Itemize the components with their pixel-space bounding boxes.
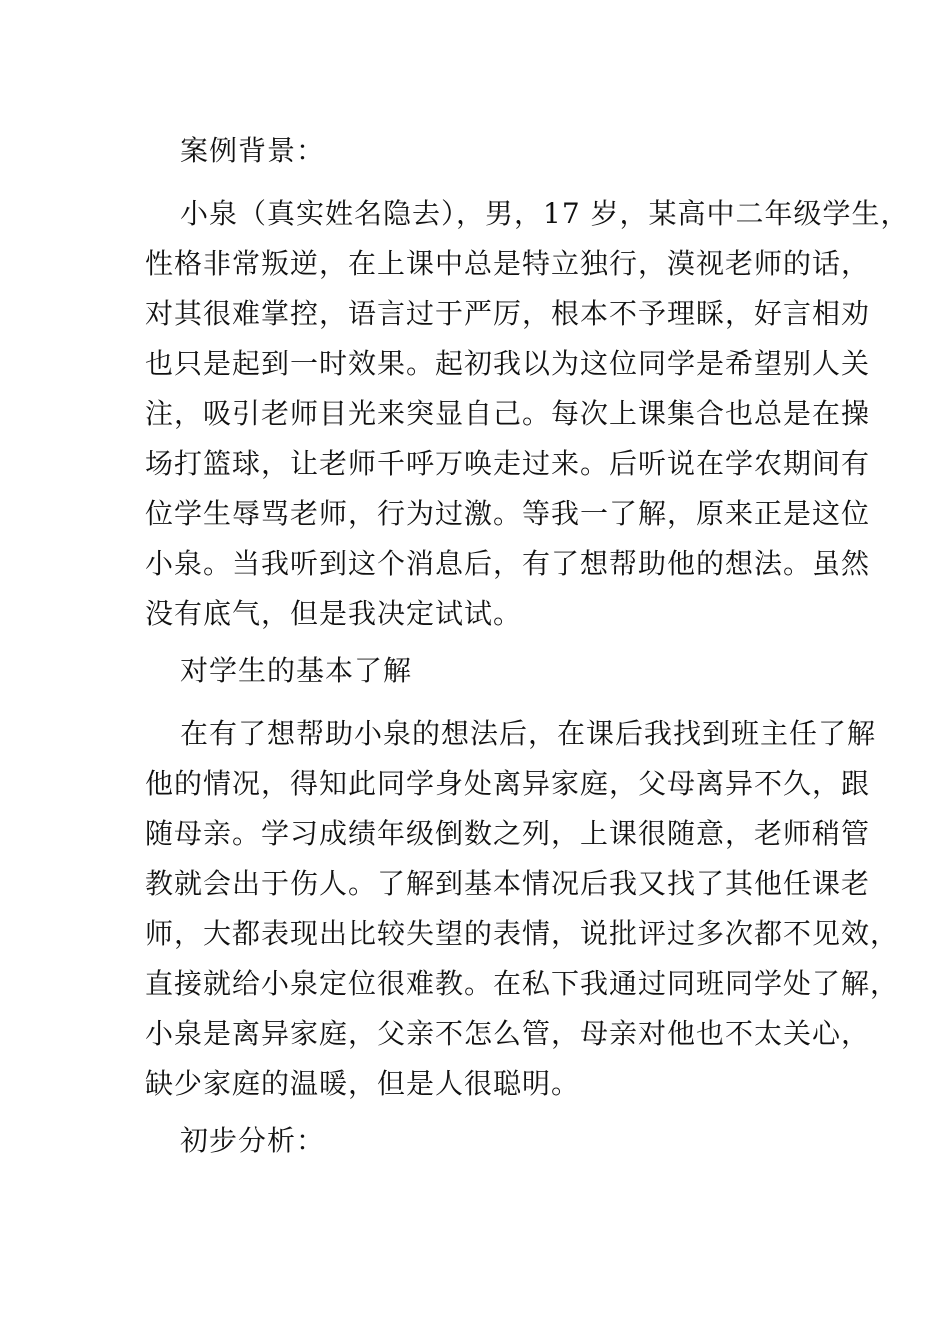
section-heading-understanding: 对学生的基本了解 xyxy=(180,654,413,687)
section-heading-analysis: 初步分析： xyxy=(180,1124,326,1157)
paragraph-line: 小泉（真实姓名隐去），男，17 岁，某高中二年级学生， xyxy=(180,197,910,230)
paragraph-line: 随母亲。学习成绩年级倒数之列，上课很随意，老师稍管 xyxy=(145,817,871,850)
paragraph-line: 他的情况，得知此同学身处离异家庭，父母离异不久，跟 xyxy=(145,767,871,800)
paragraph-line: 教就会出于伤人。了解到基本情况后我又找了其他任课老 xyxy=(145,867,871,900)
paragraph-line: 直接就给小泉定位很难教。在私下我通过同班同学处了解， xyxy=(145,967,900,1000)
paragraph-line: 没有底气，但是我决定试试。 xyxy=(145,597,523,630)
paragraph-line: 位学生辱骂老师，行为过激。等我一了解，原来正是这位 xyxy=(145,497,871,530)
paragraph-line: 师，大都表现出比较失望的表情，说批评过多次都不见效， xyxy=(145,917,900,950)
paragraph-line: 小泉。当我听到这个消息后，有了想帮助他的想法。虽然 xyxy=(145,547,871,580)
paragraph-line: 小泉是离异家庭，父亲不怎么管，母亲对他也不太关心， xyxy=(145,1017,871,1050)
paragraph-line: 缺少家庭的温暖，但是人很聪明。 xyxy=(145,1067,581,1100)
paragraph-line: 在有了想帮助小泉的想法后，在课后我找到班主任了解 xyxy=(180,717,877,750)
paragraph-line: 场打篮球，让老师千呼万唤走过来。后听说在学农期间有 xyxy=(145,447,871,480)
paragraph-line: 注，吸引老师目光来突显自己。每次上课集合也总是在操 xyxy=(145,397,871,430)
paragraph-line: 也只是起到一时效果。起初我以为这位同学是希望别人关 xyxy=(145,347,871,380)
section-heading-background: 案例背景： xyxy=(180,134,326,167)
paragraph-line: 性格非常叛逆，在上课中总是特立独行，漠视老师的话， xyxy=(145,247,871,280)
paragraph-line: 对其很难掌控，语言过于严厉，根本不予理睬，好言相劝 xyxy=(145,297,871,330)
